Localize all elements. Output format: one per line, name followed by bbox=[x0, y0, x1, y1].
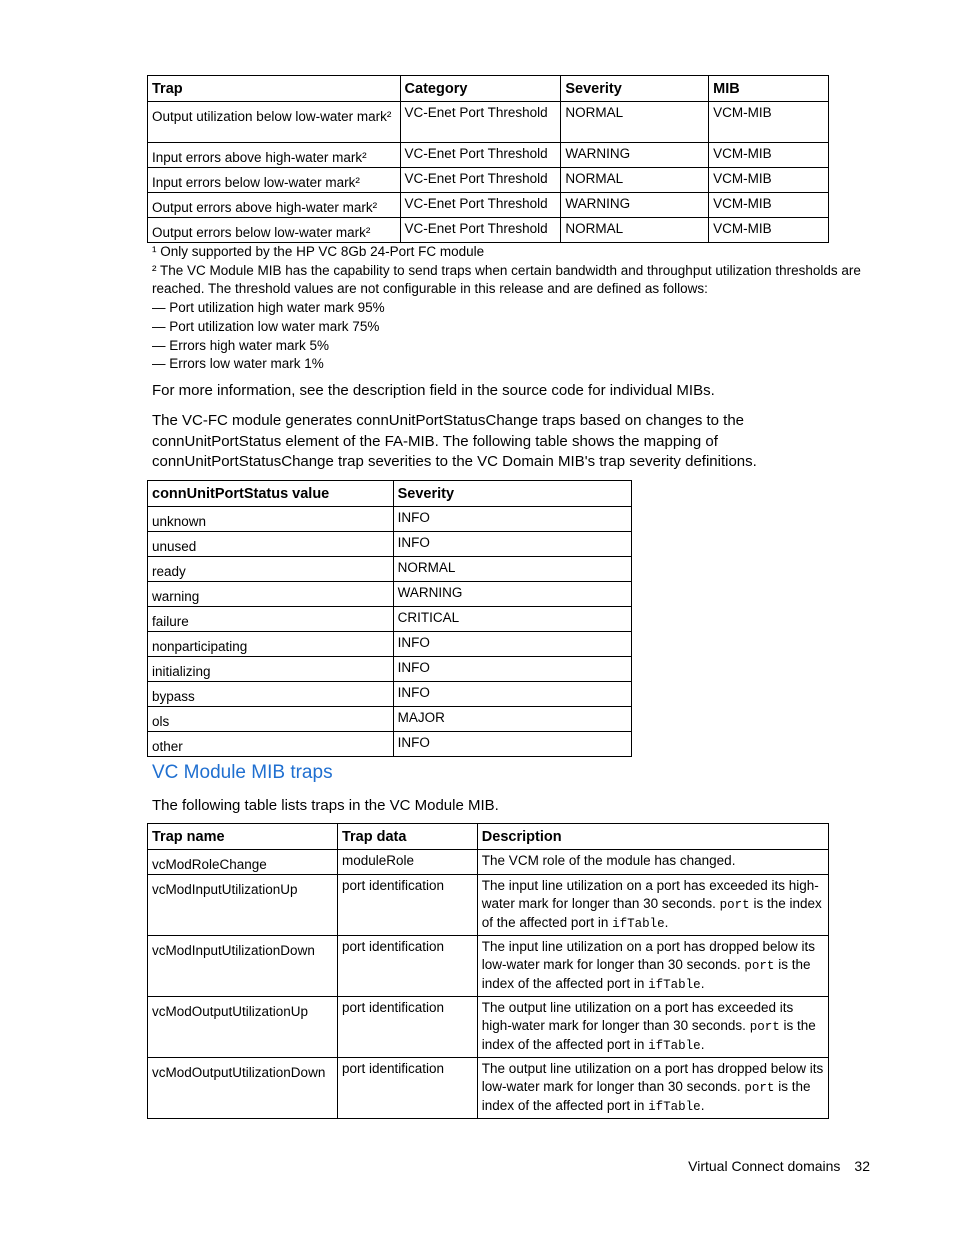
table-row bbox=[148, 582, 632, 607]
description-cell bbox=[477, 875, 828, 936]
category-cell: VC-Enet Port Threshold bbox=[400, 143, 561, 168]
table-row bbox=[148, 875, 829, 936]
code-term: ifTable bbox=[648, 978, 701, 992]
description-text: is the index of the affected port in bbox=[481, 1079, 811, 1113]
table-row bbox=[148, 607, 632, 632]
column-header: Description bbox=[477, 824, 828, 850]
status-value-cell: ready bbox=[148, 557, 394, 582]
table-row bbox=[148, 657, 632, 682]
table-row bbox=[148, 936, 829, 997]
severity-cell: INFO bbox=[393, 732, 631, 757]
description-text: is the index of the affected port in bbox=[481, 896, 822, 930]
code-term: port bbox=[749, 1020, 780, 1034]
trap-cell: Input errors above high-water mark² bbox=[148, 143, 401, 168]
severity-cell: NORMAL bbox=[561, 218, 709, 243]
threshold-item: — Errors high water mark 5% bbox=[152, 337, 330, 353]
status-value-cell: initializing bbox=[148, 657, 394, 682]
mib-cell: VCM-MIB bbox=[709, 218, 829, 243]
section-heading: VC Module MIB traps bbox=[152, 762, 333, 783]
trap-cell: Output errors below low-water mark² bbox=[148, 218, 401, 243]
category-cell: VC-Enet Port Threshold bbox=[400, 102, 561, 143]
module-traps-table bbox=[147, 823, 829, 1119]
table-row bbox=[148, 707, 632, 732]
description-cell bbox=[477, 1058, 828, 1119]
description-text: The input line utilization on a port has exceeded its high-water mark for longer than 30 seconds. bbox=[481, 878, 819, 911]
status-value-cell: unknown bbox=[148, 507, 394, 532]
threshold-item: — Port utilization high water mark 95% bbox=[152, 300, 385, 316]
severity-cell: NORMAL bbox=[393, 557, 631, 582]
table-row bbox=[148, 143, 829, 168]
status-value-cell: other bbox=[148, 732, 394, 757]
description-text: The input line utilization on a port has dropped below its low-water mark for longer than 30 seconds. bbox=[481, 939, 816, 972]
status-value-cell: warning bbox=[148, 582, 394, 607]
footnote-2: ² The VC Module MIB has the capability to send traps when certain bandwidth and throughput utilization thresholds are reached. The threshold values are not configurable in this release and are defined as follows: bbox=[152, 262, 861, 297]
threshold-item: — Port utilization low water mark 75% bbox=[152, 318, 380, 334]
trap-data-cell: port identification bbox=[337, 875, 477, 936]
trap-name-cell: vcModOutputUtilizationUp bbox=[148, 997, 338, 1058]
trap-data-cell: port identification bbox=[337, 1058, 477, 1119]
description-cell bbox=[477, 997, 828, 1058]
status-value-cell: bypass bbox=[148, 682, 394, 707]
page-number: 32 bbox=[854, 1158, 870, 1174]
trap-name-cell: vcModInputUtilizationDown bbox=[148, 936, 338, 997]
trap-cell: Input errors below low-water mark² bbox=[148, 168, 401, 193]
column-header: Trap name bbox=[148, 824, 338, 850]
severity-cell: INFO bbox=[393, 682, 631, 707]
footnote-1: ¹ Only supported by the HP VC 8Gb 24-Port FC module bbox=[152, 244, 485, 259]
status-value-cell: failure bbox=[148, 607, 394, 632]
more-info-paragraph: For more information, see the description field in the source code for individual MIBs. bbox=[152, 382, 715, 399]
section-intro: The following table lists traps in the VC Module MIB. bbox=[152, 797, 499, 814]
severity-cell: NORMAL bbox=[561, 102, 709, 143]
trap-name-cell: vcModOutputUtilizationDown bbox=[148, 1058, 338, 1119]
severity-cell: WARNING bbox=[561, 193, 709, 218]
mib-cell: VCM-MIB bbox=[709, 193, 829, 218]
mib-cell: VCM-MIB bbox=[709, 168, 829, 193]
code-term: ifTable bbox=[648, 1100, 701, 1114]
footnotes bbox=[152, 243, 874, 374]
table-row bbox=[148, 732, 632, 757]
trap-data-cell: moduleRole bbox=[337, 850, 477, 875]
severity-cell: INFO bbox=[393, 657, 631, 682]
category-cell: VC-Enet Port Threshold bbox=[400, 193, 561, 218]
traps-table bbox=[147, 75, 829, 243]
status-value-cell: nonparticipating bbox=[148, 632, 394, 657]
mib-cell: VCM-MIB bbox=[709, 102, 829, 143]
trap-data-cell: port identification bbox=[337, 997, 477, 1058]
trap-name-cell: vcModRoleChange bbox=[148, 850, 338, 875]
column-header: Trap bbox=[148, 76, 401, 102]
mib-cell: VCM-MIB bbox=[709, 143, 829, 168]
category-cell: VC-Enet Port Threshold bbox=[400, 168, 561, 193]
threshold-item: — Errors low water mark 1% bbox=[152, 356, 324, 372]
severity-cell: INFO bbox=[393, 632, 631, 657]
table-header-row bbox=[148, 76, 829, 102]
trap-data-cell: port identification bbox=[337, 936, 477, 997]
column-header: connUnitPortStatus value bbox=[148, 481, 394, 507]
table-row bbox=[148, 850, 829, 875]
description-text: is the index of the affected port in bbox=[481, 1018, 816, 1052]
column-header: Trap data bbox=[337, 824, 477, 850]
table-row bbox=[148, 218, 829, 243]
severity-cell: MAJOR bbox=[393, 707, 631, 732]
vcfc-paragraph: The VC-FC module generates connUnitPortStatusChange traps based on changes to the connUnitPortStatus element of the FA-MIB. The following table shows the mapping of connUnitPortStatusChange trap severities to the VC Domain MIB's trap severity definitions. bbox=[152, 412, 757, 470]
category-cell: VC-Enet Port Threshold bbox=[400, 218, 561, 243]
severity-cell: CRITICAL bbox=[393, 607, 631, 632]
status-value-cell: ols bbox=[148, 707, 394, 732]
description-text: The output line utilization on a port has dropped below its low-water mark for longer than 30 seconds. bbox=[481, 1061, 824, 1094]
description-text: . bbox=[700, 1037, 705, 1052]
code-term: ifTable bbox=[612, 917, 665, 931]
severity-cell: WARNING bbox=[561, 143, 709, 168]
table-row bbox=[148, 102, 829, 143]
description-cell: The VCM role of the module has changed. bbox=[477, 850, 828, 875]
description-text: . bbox=[700, 1098, 705, 1113]
table-row bbox=[148, 1058, 829, 1119]
status-value-cell: unused bbox=[148, 532, 394, 557]
table-row bbox=[148, 532, 632, 557]
severity-cell: NORMAL bbox=[561, 168, 709, 193]
table-header-row bbox=[148, 481, 632, 507]
column-header: Severity bbox=[561, 76, 709, 102]
column-header: MIB bbox=[709, 76, 829, 102]
severity-cell: INFO bbox=[393, 507, 631, 532]
table-row bbox=[148, 557, 632, 582]
description-text: . bbox=[700, 976, 705, 991]
trap-cell: Output errors above high-water mark² bbox=[148, 193, 401, 218]
column-header: Severity bbox=[393, 481, 631, 507]
description-text: is the index of the affected port in bbox=[481, 957, 811, 991]
table-row bbox=[148, 507, 632, 532]
code-term: port bbox=[719, 898, 750, 912]
severity-cell: INFO bbox=[393, 532, 631, 557]
code-term: port bbox=[744, 1081, 775, 1095]
code-term: port bbox=[744, 959, 775, 973]
table-header-row bbox=[148, 824, 829, 850]
trap-name-cell: vcModInputUtilizationUp bbox=[148, 875, 338, 936]
table-row bbox=[148, 632, 632, 657]
table-row bbox=[148, 193, 829, 218]
code-term: ifTable bbox=[648, 1039, 701, 1053]
table-row bbox=[148, 682, 632, 707]
severity-cell: WARNING bbox=[393, 582, 631, 607]
description-text: . bbox=[664, 915, 669, 930]
description-cell bbox=[477, 936, 828, 997]
table-row bbox=[148, 168, 829, 193]
trap-cell: Output utilization below low-water mark² bbox=[148, 102, 401, 143]
status-table bbox=[147, 480, 632, 757]
column-header: Category bbox=[400, 76, 561, 102]
table-row bbox=[148, 997, 829, 1058]
page-footer bbox=[688, 1158, 870, 1174]
footer-title: Virtual Connect domains bbox=[688, 1158, 841, 1174]
description-text: The output line utilization on a port has exceeded its high-water mark for longer than 30 seconds. bbox=[481, 1000, 794, 1033]
